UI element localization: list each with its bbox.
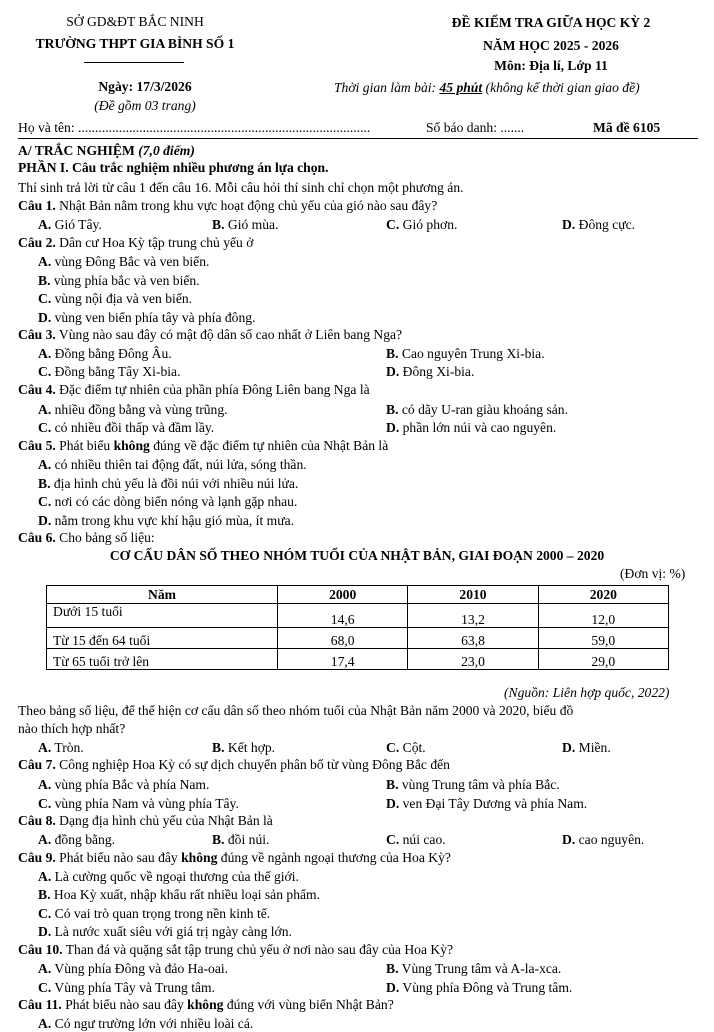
table-cell: 12,0 [538, 604, 668, 628]
q10-option-a[interactable]: A. Vùng phía Đông và đảo Ha-oai. [38, 961, 229, 976]
q5-option-b[interactable]: B. địa hình chủ yếu là đồi núi với nhiều núi lửa. [38, 476, 299, 491]
exam-code: Mã đề 6105 [593, 120, 661, 135]
q3-option-b[interactable]: B. Cao nguyên Trung Xi-bia. [386, 346, 545, 361]
q4-option-c[interactable]: C. có nhiều đồi thấp và đầm lầy. [38, 420, 215, 435]
question-9: Câu 9. Phát biểu nào sau đây không đúng về ngành ngoại thương của Hoa Kỳ? [18, 850, 451, 865]
instruction: Thí sinh trả lời từ câu 1 đến câu 16. Mỗi câu hỏi thí sinh chỉ chọn một phương án. [18, 180, 464, 195]
table-header-row [47, 586, 669, 604]
question-7: Câu 7. Công nghiệp Hoa Kỳ có sự dịch chuyển phân bố từ vùng Đông Bắc đến [18, 757, 450, 772]
header-rule [18, 138, 698, 139]
time-info: Thời gian làm bài: 45 phút (không kể thời gian giao đề) [334, 80, 640, 95]
q5-option-a[interactable]: A. có nhiều thiên tai động đất, núi lửa, sóng thần. [38, 457, 307, 472]
table-cell: Từ 65 tuổi trở lên [47, 649, 278, 670]
q2-option-b[interactable]: B. vùng phía bắc và ven biển. [38, 273, 200, 288]
q8-option-b[interactable]: B. đồi núi. [212, 832, 270, 847]
question-6: Câu 6. Cho bảng số liệu: [18, 530, 155, 545]
table-cell: 14,6 [278, 604, 408, 628]
q7-option-b[interactable]: B. vùng Trung tâm và phía Bắc. [386, 777, 560, 792]
q6-prompt-line1: Theo bảng số liệu, để thể hiện cơ cấu dân số theo nhóm tuổi của Nhật Bản năm 2000 và 2020, biểu đồ [18, 703, 574, 718]
q6-prompt-line2: nào thích hợp nhất? [18, 721, 126, 736]
table-title: CƠ CẤU DÂN SỐ THEO NHÓM TUỔI CỦA NHẬT BẢN, GIAI ĐOẠN 2000 – 2020 [109, 548, 605, 563]
table-header: Năm [47, 586, 278, 604]
q2-option-d[interactable]: D. vùng ven biển phía tây và phía đông. [38, 310, 256, 325]
table-header: 2000 [278, 586, 408, 604]
q4-option-d[interactable]: D. phần lớn núi và cao nguyên. [386, 420, 557, 435]
section-a-title: A/ TRẮC NGHIỆM (7,0 điểm) [18, 143, 195, 158]
table-cell: Dưới 15 tuổi [47, 604, 278, 628]
table-header: 2020 [538, 586, 668, 604]
exam-title: ĐỀ KIỂM TRA GIỮA HỌC KỲ 2 [451, 15, 651, 30]
q10-option-d[interactable]: D. Vùng phía Đông và Trung tâm. [386, 980, 573, 995]
question-1: Câu 1. Nhật Bản nằm trong khu vực hoạt động chủ yếu của gió nào sau đây? [18, 198, 438, 213]
dept-name: SỞ GD&ĐT BẮC NINH [66, 14, 204, 29]
question-8: Câu 8. Dạng địa hình chủ yếu của Nhật Bản là [18, 813, 273, 828]
q5-option-d[interactable]: D. nằm trong khu vực khí hậu gió mùa, ít mưa. [38, 513, 294, 528]
table-header: 2010 [408, 586, 538, 604]
question-11: Câu 11. Phát biểu nào sau đây không đúng với vùng biển Nhật Bản? [18, 997, 394, 1012]
q7-option-d[interactable]: D. ven Đại Tây Dương và phía Nam. [386, 796, 588, 811]
q9-option-c[interactable]: C. Có vai trò quan trọng trong nền kinh tế. [38, 906, 271, 921]
q2-option-a[interactable]: A. vùng Đông Bắc và ven biển. [38, 254, 210, 269]
q9-option-d[interactable]: D. Là nước xuất siêu với giá trị ngày càng lớn. [38, 924, 292, 939]
q6-option-c[interactable]: C. Cột. [386, 740, 426, 755]
table-row [47, 604, 669, 628]
school-year: NĂM HỌC 2025 - 2026 [483, 38, 619, 53]
question-10: Câu 10. Than đá và quặng sắt tập trung chủ yếu ở nơi nào sau đây của Hoa Kỳ? [18, 942, 454, 957]
q5-option-c[interactable]: C. nơi có các dòng biển nóng và lạnh gặp nhau. [38, 494, 298, 509]
q8-option-a[interactable]: A. đồng bằng. [38, 832, 116, 847]
q9-option-a[interactable]: A. Là cường quốc về ngoại thương của thế giới. [38, 869, 299, 884]
question-3: Câu 3. Vùng nào sau đây có mật độ dân số cao nhất ở Liên bang Nga? [18, 327, 403, 342]
q7-option-c[interactable]: C. vùng phía Nam và vùng phía Tây. [38, 796, 239, 811]
q1-option-c[interactable]: C. Gió phơn. [386, 217, 458, 232]
table-cell: 63,8 [408, 628, 538, 649]
q6-option-d[interactable]: D. Miền. [562, 740, 611, 755]
table-row [47, 649, 669, 670]
q6-option-a[interactable]: A. Tròn. [38, 740, 84, 755]
q7-option-a[interactable]: A. vùng phía Bắc và phía Nam. [38, 777, 210, 792]
q4-option-b[interactable]: B. có dãy U-ran giàu khoáng sản. [386, 402, 568, 417]
q8-option-c[interactable]: C. núi cao. [386, 832, 446, 847]
q9-option-b[interactable]: B. Hoa Kỳ xuất, nhập khẩu rất nhiều loại sản phẩm. [38, 887, 321, 902]
q3-option-c[interactable]: C. Đồng bằng Tây Xi-bia. [38, 364, 181, 379]
q1-option-b[interactable]: B. Gió mùa. [212, 217, 279, 232]
subject: Môn: Địa lí, Lớp 11 [494, 58, 608, 73]
q11-option-a[interactable]: A. Có ngư trường lớn với nhiều loài cá. [38, 1016, 254, 1031]
student-id-field: Số báo danh: ....... [426, 120, 525, 135]
question-2: Câu 2. Dân cư Hoa Kỳ tập trung chủ yếu ở [18, 235, 254, 250]
page-count: (Đề gồm 03 trang) [94, 98, 196, 113]
q1-option-a[interactable]: A. Gió Tây. [38, 217, 102, 232]
q2-option-c[interactable]: C. vùng nội địa và ven biển. [38, 291, 193, 306]
q6-option-b[interactable]: B. Kết hợp. [212, 740, 276, 755]
q3-option-d[interactable]: D. Đông Xi-bia. [386, 364, 475, 379]
q10-option-c[interactable]: C. Vùng phía Tây và Trung tâm. [38, 980, 215, 995]
question-4: Câu 4. Đặc điểm tự nhiên của phần phía Đông Liên bang Nga là [18, 382, 370, 397]
table-cell: 13,2 [408, 604, 538, 628]
table-cell: 17,4 [278, 649, 408, 670]
population-table [46, 585, 669, 670]
q10-option-b[interactable]: B. Vùng Trung tâm và A-la-xca. [386, 961, 562, 976]
question-5: Câu 5. Phát biểu không đúng về đặc điểm tự nhiên của Nhật Bản là [18, 438, 389, 453]
exam-date: Ngày: 17/3/2026 [98, 79, 192, 94]
table-cell: 59,0 [538, 628, 668, 649]
q1-option-d[interactable]: D. Đông cực. [562, 217, 636, 232]
q4-option-a[interactable]: A. nhiều đồng bằng và vùng trũng. [38, 402, 228, 417]
student-name-field: Họ và tên: ...................................................................................... [18, 120, 371, 135]
table-source: (Nguồn: Liên hợp quốc, 2022) [504, 685, 670, 700]
header-divider [84, 62, 184, 63]
table-cell: 23,0 [408, 649, 538, 670]
table-cell: 68,0 [278, 628, 408, 649]
q8-option-d[interactable]: D. cao nguyên. [562, 832, 645, 847]
table-row [47, 628, 669, 649]
table-unit: (Đơn vị: %) [620, 566, 686, 581]
table-cell: Từ 15 đến 64 tuổi [47, 628, 278, 649]
school-name: TRƯỜNG THPT GIA BÌNH SỐ 1 [35, 36, 235, 51]
part1-title: PHẦN I. Câu trắc nghiệm nhiều phương án lựa chọn. [18, 160, 329, 175]
q3-option-a[interactable]: A. Đồng bằng Đông Âu. [38, 346, 172, 361]
table-cell: 29,0 [538, 649, 668, 670]
